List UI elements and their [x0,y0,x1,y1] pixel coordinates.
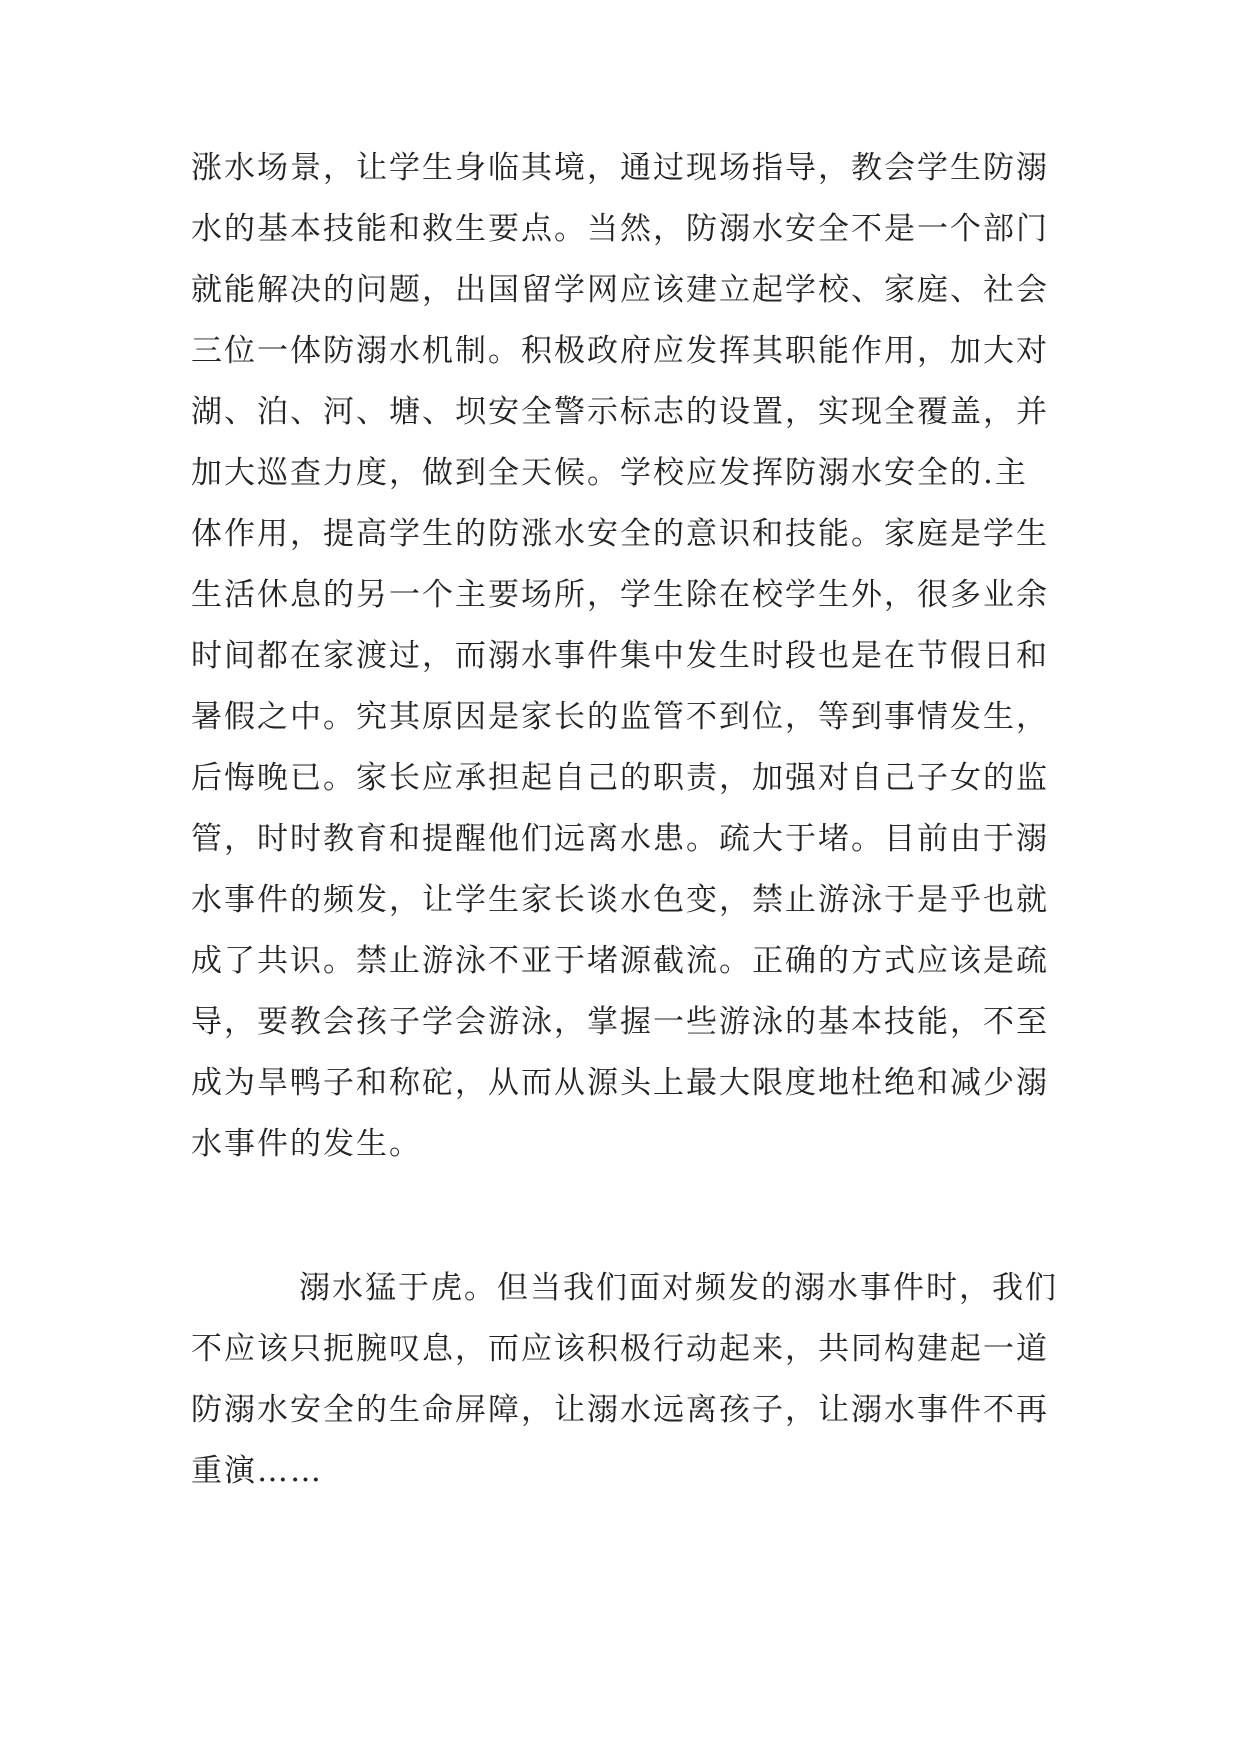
text-line: 加大巡查力度，做到全天候。学校应发挥防溺水安全的.主 [191,455,1028,491]
text-line: 体作用，提高学生的防涨水安全的意识和技能。家庭是学生 [191,516,1049,552]
text-line: 不应该只扼腕叹息，而应该积极行动起来，共同构建起一道 [191,1331,1049,1367]
text-line: 涨水场景，让学生身临其境，通过现场指导，教会学生防溺 [191,150,1049,186]
text-line: 生活休息的另一个主要场所，学生除在校学生外，很多业余 [191,577,1049,613]
text-line: 成了共识。禁止游泳不亚于堵源截流。正确的方式应该是疏 [191,943,1049,979]
text-line: 水事件的发生。 [191,1126,422,1162]
body-paragraph-2 [191,1258,1071,1502]
text-line: 水事件的频发，让学生家长谈水色变，禁止游泳于是乎也就 [191,882,1049,918]
body-paragraph-1 [191,138,1071,1175]
text-line: 成为旱鸭子和称砣，从而从源头上最大限度地杜绝和减少溺 [191,1065,1049,1101]
text-line: 暑假之中。究其原因是家长的监管不到位，等到事情发生， [191,699,1049,735]
text-line: 湖、泊、河、塘、坝安全警示标志的设置，实现全覆盖，并 [191,394,1049,430]
text-line: 管，时时教育和提醒他们远离水患。疏大于堵。目前由于溺 [191,821,1049,857]
text-line: 水的基本技能和救生要点。当然，防溺水安全不是一个部门 [191,211,1049,247]
text-line: 重演…… [191,1453,323,1489]
text-line: 后悔晚已。家长应承担起自己的职责，加强对自己子女的监 [191,760,1049,796]
text-line: 溺水猛于虎。但当我们面对频发的溺水事件时，我们 [299,1270,1058,1306]
text-line: 时间都在家渡过，而溺水事件集中发生时段也是在节假日和 [191,638,1049,674]
text-line: 就能解决的问题，出国留学网应该建立起学校、家庭、社会 [191,272,1049,308]
text-line: 防溺水安全的生命屏障，让溺水远离孩子，让溺水事件不再 [191,1392,1049,1428]
text-line: 导，要教会孩子学会游泳，掌握一些游泳的基本技能，不至 [191,1004,1049,1040]
text-line: 三位一体防溺水机制。积极政府应发挥其职能作用，加大对 [191,333,1049,369]
